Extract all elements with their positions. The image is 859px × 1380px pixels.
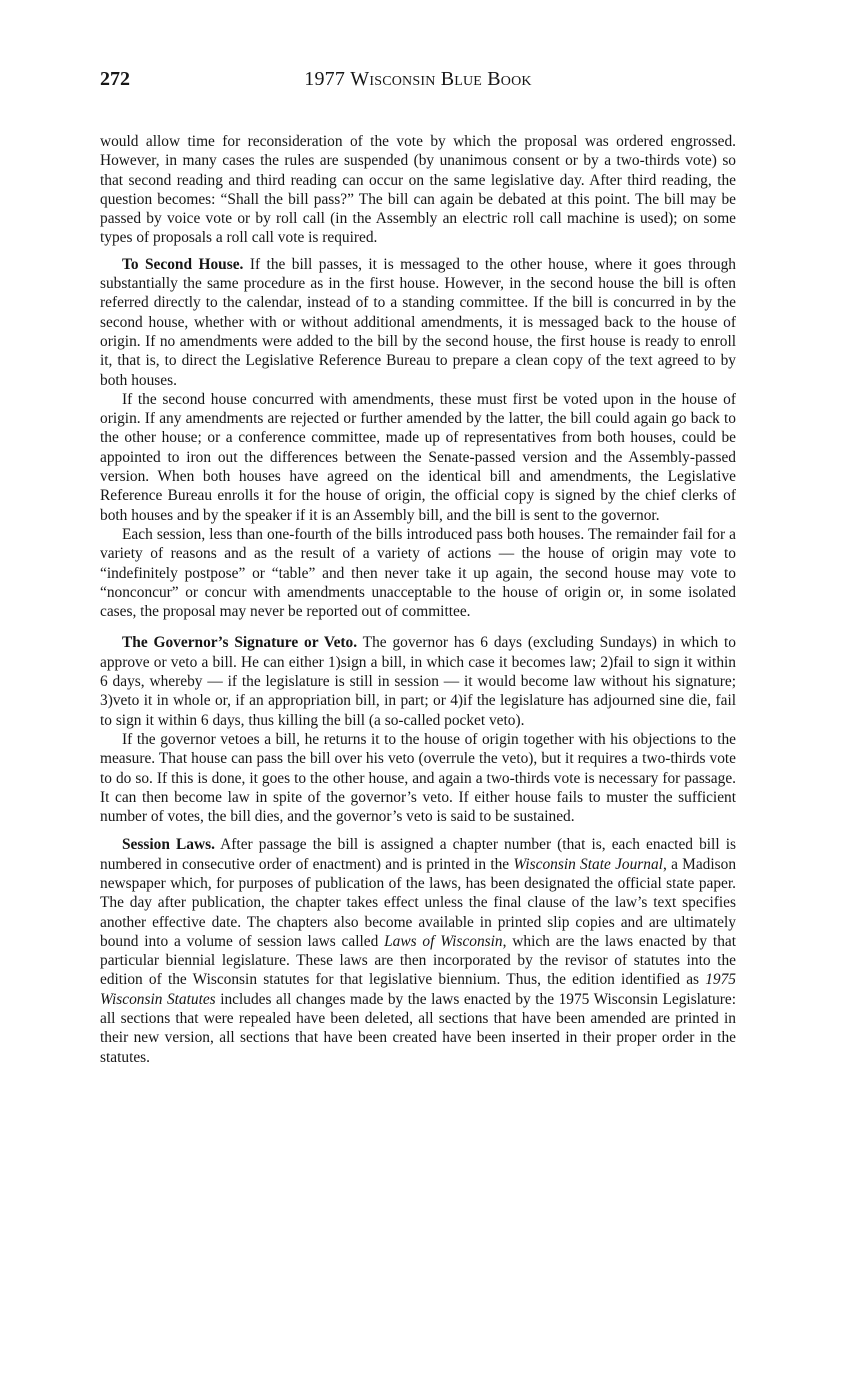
title-words: Wisconsin Blue Book: [350, 68, 532, 90]
paragraph-text: includes all changes made by the laws enacted by the 1975 Wisconsin Legislature: all sections that were repealed have been deleted, all sections that have been amended are printed in their new version, all sections that have been created have been inserted in their proper order in the statutes.: [100, 990, 736, 1066]
italic-title: 1975 Wisconsin Statutes: [100, 971, 736, 1008]
running-title: [100, 68, 736, 91]
italic-title: Wisconsin State Journal: [513, 855, 663, 873]
paragraph-text: , which are the laws enacted by that particular biennial legislature. These laws are then incorporated by the revisor of statutes into the edition of the Wisconsin statutes for that legislative biennium. Thus, the edition identified as: [100, 932, 736, 989]
paragraph-text: The governor has 6 days (excluding Sundays) in which to approve or veto a bill. He can either 1)sign a bill, in which case it becomes law; 2)fail to sign it within 6 days, whereby — if the legislature is still in session — it would become law without his signature; 3)veto it in whole or, if an appropriation bill, in part; or 4)if the legislature has adjourned sine die, fail to sign it within 6 days, thus killing the bill (a so-called pocket veto).: [100, 634, 736, 729]
paragraph-governor-signature: [100, 633, 736, 729]
paragraph-bills-fail: Each session, less than one-fourth of the bills introduced pass both houses. The remainder fail for a variety of reasons and as the result of a variety of actions — the house of origin may vote to “indefinitely postpose” or “table” and then never take it up again, the second house may vote to “nonconcur” or concur with amendments unacceptable to the house of origin or, in some isolated cases, the proposal may never be reported out of committee.: [100, 525, 736, 621]
section-heading-governor: The Governor’s Signature or Veto.: [122, 634, 358, 652]
title-year: 1977: [304, 68, 351, 90]
paragraph-text: After passage the bill is assigned a chapter number (that is, each enacted bill is numbered in consecutive order of enactment) and is printed in the: [100, 836, 736, 873]
paragraph-amendments: If the second house concurred with amendments, these must first be voted upon in the house of origin. If any amendments are rejected or further amended by the latter, the bill could again go back to the other house; or a conference committee, made up of representatives from both houses, could be appointed to iron out the differences between the Senate-passed version and the Assembly-passed version. When both houses have agreed on the identical bill and amendments, the Legislative Reference Bureau enrolls it for the house of origin, the official copy is signed by the chief clerks of both houses and by the speaker if it is an Assembly bill, and the bill is sent to the governor.: [100, 390, 736, 524]
section-heading-session-laws: Session Laws.: [122, 836, 215, 854]
paragraph-text: If the bill passes, it is messaged to the other house, where it goes through substantially the same procedure as in the first house. However, in the second house the bill is often referred directly to the calendar, instead of to a standing committee. If the bill is concurred in by the second house, whether with or without additional amendments, it is messaged back to the house of origin. If no amendments were added to the bill by the second house, the first house is ready to enroll it, that is, to direct the Legislative Reference Bureau to prepare a clean copy of the text agreed to by both houses.: [100, 255, 736, 389]
book-page: [100, 68, 736, 1067]
section-heading-second-house: To Second House.: [122, 255, 244, 273]
page-header: [100, 68, 736, 100]
paragraph-text: , a Madison newspaper which, for purposes of publication of the laws, has been designated the official state paper. The day after publication, the chapter takes effect unless the final clause of the law’s text specifies another effective date. The chapters also become available in printed slip copies and are ultimately bound into a volume of session laws called: [100, 855, 737, 950]
page-number: 272: [100, 68, 130, 90]
paragraph-second-house: [100, 255, 736, 390]
paragraph-third-reading: would allow time for reconsideration of the vote by which the proposal was ordered engrossed. However, in many cases the rules are suspended (by unanimous consent or by a two-thirds vote) so that second reading and third reading can occur on the same legislative day. After third reading, the question becomes: “Shall the bill pass?” The bill can again be debated at this point. The bill may be passed by voice vote or by roll call (in the Assembly an electric roll call machine is used); on some types of proposals a roll call vote is required.: [100, 133, 736, 247]
paragraph-veto: If the governor vetoes a bill, he returns it to the house of origin together with his objections to the measure. That house can pass the bill over his veto (overrule the veto), but it requires a two-thirds vote to do so. If this is done, it goes to the other house, and again a two-thirds vote is necessary for passage. It can then become law in spite of the governor’s veto. If either house fails to muster the sufficient number of votes, the bill dies, and the governor’s veto is said to be sustained.: [100, 730, 736, 826]
italic-title: Laws of Wisconsin: [384, 932, 503, 950]
paragraph-session-laws: [100, 835, 736, 1067]
